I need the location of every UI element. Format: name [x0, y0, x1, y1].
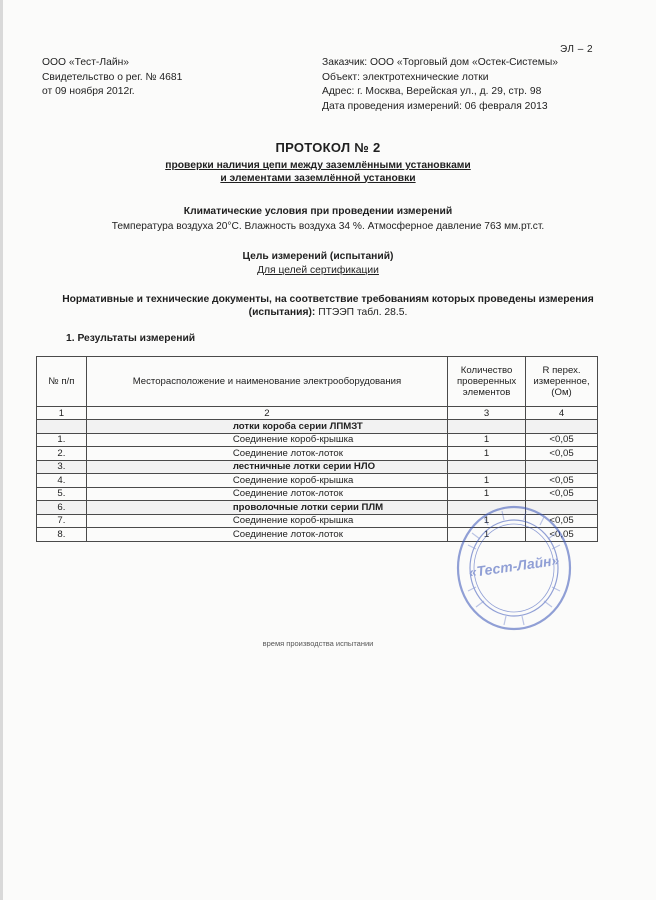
header-resistance: R перех. измеренное, (Ом)	[526, 357, 598, 407]
row-number: 2.	[37, 447, 87, 461]
row-resistance	[526, 460, 598, 474]
normative-line-2-rest: ПТЭЭП табл. 28.5.	[315, 307, 408, 318]
lab-name: ООО «Тест-Лайн»	[42, 57, 129, 68]
row-number: 8.	[37, 528, 87, 542]
normative-line-1: Нормативные и технические документы, на соответствие требованиям которых проведены измерения	[62, 294, 594, 305]
customer-info	[322, 56, 558, 114]
footer-note: время производства испытании	[262, 639, 374, 648]
lab-info	[42, 56, 182, 100]
column-number: 3	[448, 407, 526, 420]
row-name: проволочные лотки серии ПЛМ	[86, 501, 447, 515]
customer-name: Заказчик: ООО «Торговый дом «Остек-Системы»	[322, 57, 558, 68]
row-name: Соединение короб-крышка	[86, 474, 447, 488]
row-number: 1.	[37, 433, 87, 447]
goal-text: Для целей сертификации	[257, 265, 379, 276]
normative-documents	[38, 293, 618, 319]
customer-address: Адрес: г. Москва, Верейская ул., д. 29, стр. 98	[322, 86, 542, 97]
stamp-text: «Тест-Лайн»	[467, 551, 561, 581]
header-count: Количество проверенных элементов	[448, 357, 526, 407]
row-count: 1	[448, 514, 526, 528]
goal-heading: Цель измерений (испытаний)	[242, 251, 394, 262]
table-row	[37, 447, 598, 461]
row-resistance: <0,05	[526, 487, 598, 501]
header-num: № п/п	[37, 357, 87, 407]
section-heading: 1. Результаты измерений	[66, 333, 196, 344]
column-number: 1	[37, 407, 87, 420]
row-number: 4.	[37, 474, 87, 488]
row-number	[37, 420, 87, 434]
row-count: 1	[448, 447, 526, 461]
row-number: 5.	[37, 487, 87, 501]
measurement-date: Дата проведения измерений: 06 февраля 2013	[322, 100, 548, 112]
header-name: Месторасположение и наименование электрооборудования	[86, 357, 447, 407]
lab-certificate-date: от 09 ноября 2012г.	[42, 86, 135, 97]
normative-line-2-bold: (испытания):	[248, 307, 316, 318]
lab-certificate: Свидетельство о рег. № 4681	[42, 71, 183, 83]
row-count: 1	[448, 528, 526, 542]
company-stamp	[454, 503, 574, 633]
row-count: 1	[448, 487, 526, 501]
row-number: 6.	[37, 501, 87, 515]
row-resistance: <0,05	[526, 447, 598, 461]
row-number: 7.	[37, 514, 87, 528]
row-count: 1	[448, 474, 526, 488]
row-resistance: <0,05	[526, 528, 598, 542]
column-number: 2	[86, 407, 447, 420]
row-name: Соединение лоток-лоток	[86, 528, 447, 542]
climate-heading: Климатические условия при проведении измерений	[183, 206, 453, 217]
row-name: Соединение короб-крышка	[86, 514, 447, 528]
subtitle-line-2: и элементами заземлённой установки	[220, 172, 416, 184]
row-count	[448, 420, 526, 434]
row-name: лотки короба серии ЛПМЗТ	[86, 420, 447, 434]
row-name: лестничные лотки серии НЛО	[86, 460, 447, 474]
row-resistance: <0,05	[526, 433, 598, 447]
protocol-subtitle	[0, 160, 636, 185]
table-row	[37, 474, 598, 488]
row-count	[448, 460, 526, 474]
row-resistance: <0,05	[526, 474, 598, 488]
table-header-row	[37, 357, 598, 407]
table-row	[37, 433, 598, 447]
row-name: Соединение лоток-лоток	[86, 487, 447, 501]
protocol-title: ПРОТОКОЛ № 2	[275, 140, 381, 155]
table-group-row	[37, 420, 598, 434]
column-number: 4	[526, 407, 598, 420]
subtitle-line-1: проверки наличия цепи между заземлёнными установками	[165, 160, 471, 171]
document-code: ЭЛ – 2	[560, 44, 594, 55]
row-resistance	[526, 420, 598, 434]
climate-text: Температура воздуха 20°С. Влажность воздуха 34 %. Атмосферное давление 763 мм.рт.ст.	[111, 221, 545, 232]
row-number: 3.	[37, 460, 87, 474]
table-row	[37, 487, 598, 501]
column-number-row	[37, 407, 598, 420]
row-count: 1	[448, 433, 526, 447]
row-name: Соединение лоток-лоток	[86, 447, 447, 461]
object-name: Объект: электротехнические лотки	[322, 71, 489, 83]
row-name: Соединение короб-крышка	[86, 433, 447, 447]
table-group-row	[37, 460, 598, 474]
row-resistance: <0,05	[526, 514, 598, 528]
